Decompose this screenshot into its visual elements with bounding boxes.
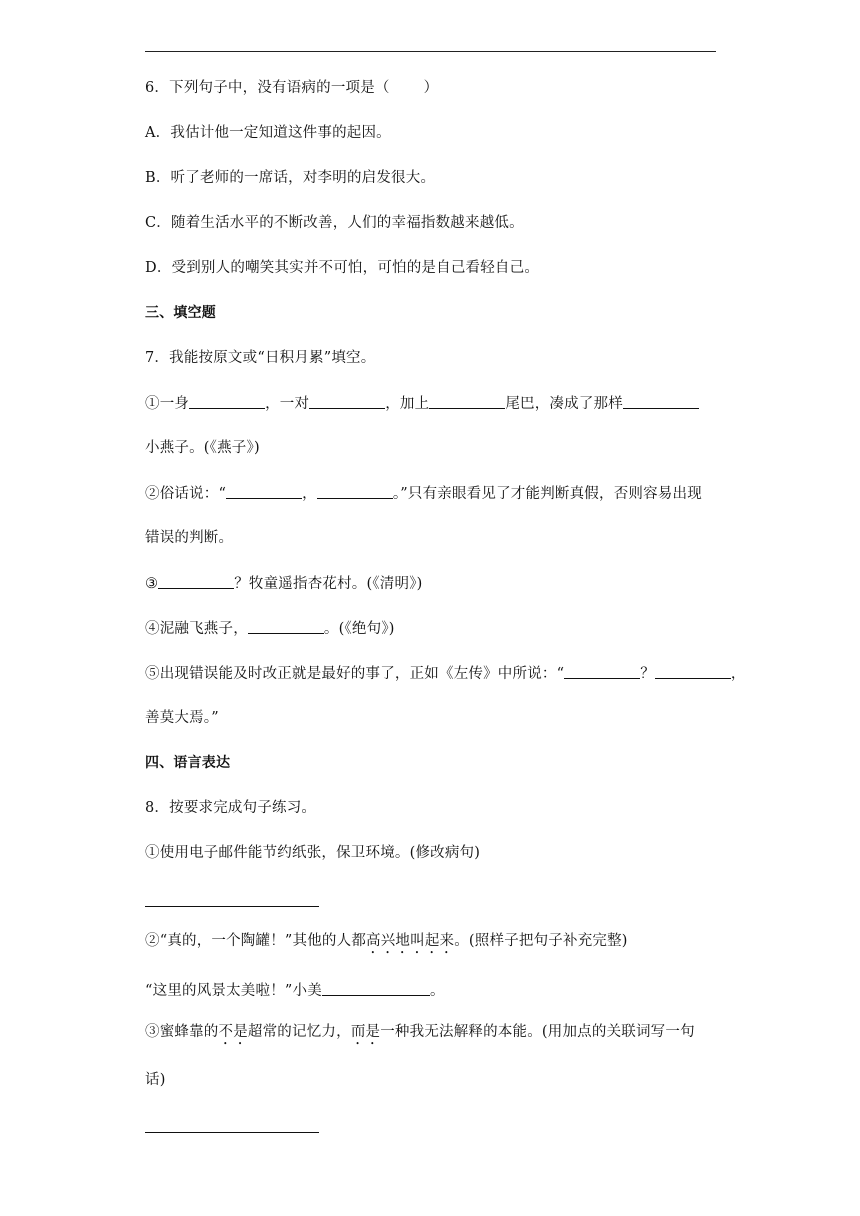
question-7-stem: 7．我能按原文或“日积月累”填空。	[145, 350, 376, 366]
question-8-stem: 8．按要求完成句子练习。	[145, 800, 317, 816]
q8-item-3-cont: 话)	[145, 1072, 166, 1088]
fill-blank[interactable]	[655, 663, 731, 679]
q7-item-5: ⑤出现错误能及时改正就是最好的事了，正如《左传》中所说：“ ？ ，	[145, 663, 746, 684]
q7-item-1-cont: 小燕子。(《燕子》)	[145, 440, 260, 456]
q7-item-5-cont: 善莫大焉。”	[145, 710, 219, 726]
header-rule	[145, 51, 716, 52]
dotted-conjunction: 而是	[350, 1024, 381, 1040]
question-6-stem: 6．下列句子中，没有语病的一项是（ ）	[145, 80, 439, 96]
option-a: A．我估计他一定知道这件事的起因。	[145, 125, 391, 141]
fill-blank[interactable]	[226, 483, 302, 499]
option-b: B．听了老师的一席话，对李明的启发很大。	[145, 170, 436, 186]
q8-item-1: ①使用电子邮件能节约纸张，保卫环境。(修改病句)	[145, 845, 481, 861]
fill-blank[interactable]	[189, 393, 265, 409]
q7-item-3: ③ ？牧童遥指杏花村。(《清明》)	[145, 573, 423, 594]
fill-blank[interactable]	[322, 980, 430, 996]
fill-blank[interactable]	[564, 663, 640, 679]
option-c: C．随着生活水平的不断改善，人们的幸福指数越来越低。	[145, 215, 524, 231]
answer-line[interactable]	[145, 1132, 319, 1133]
q7-item-1: ①一身 ，一对 ，加上 尾巴，凑成了那样	[145, 393, 699, 414]
section-3-title: 三、填空题	[145, 305, 216, 321]
option-d: D．受到别人的嘲笑其实并不可怕，可怕的是自己看轻自己。	[145, 260, 540, 276]
dotted-conjunction: 不是	[218, 1024, 248, 1040]
fill-blank[interactable]	[429, 393, 505, 409]
fill-blank[interactable]	[623, 393, 699, 409]
fill-blank[interactable]	[317, 483, 393, 499]
q8-item-2: ②“真的，一个陶罐！”其他的人都高兴地叫起来。(照样子把句子补充完整)	[145, 933, 628, 949]
q7-item-2: ②俗话说：“ ， 。”只有亲眼看见了才能判断真假，否则容易出现	[145, 483, 702, 504]
answer-line[interactable]	[145, 906, 319, 907]
fill-blank[interactable]	[158, 573, 234, 589]
q8-item-2-example: “这里的风景太美啦！”小美 。	[145, 980, 445, 1001]
section-4-title: 四、语言表达	[145, 755, 231, 771]
q8-item-3: ③蜜蜂靠的不是超常的记忆力，而是一种我无法解释的本能。(用加点的关联词写一句	[145, 1024, 695, 1040]
q7-item-2-cont: 错误的判断。	[145, 530, 234, 546]
fill-blank[interactable]	[309, 393, 385, 409]
fill-blank[interactable]	[248, 618, 324, 634]
dotted-phrase: 高兴地叫起来	[366, 933, 455, 949]
q7-item-4: ④泥融飞燕子， 。(《绝句》)	[145, 618, 395, 639]
